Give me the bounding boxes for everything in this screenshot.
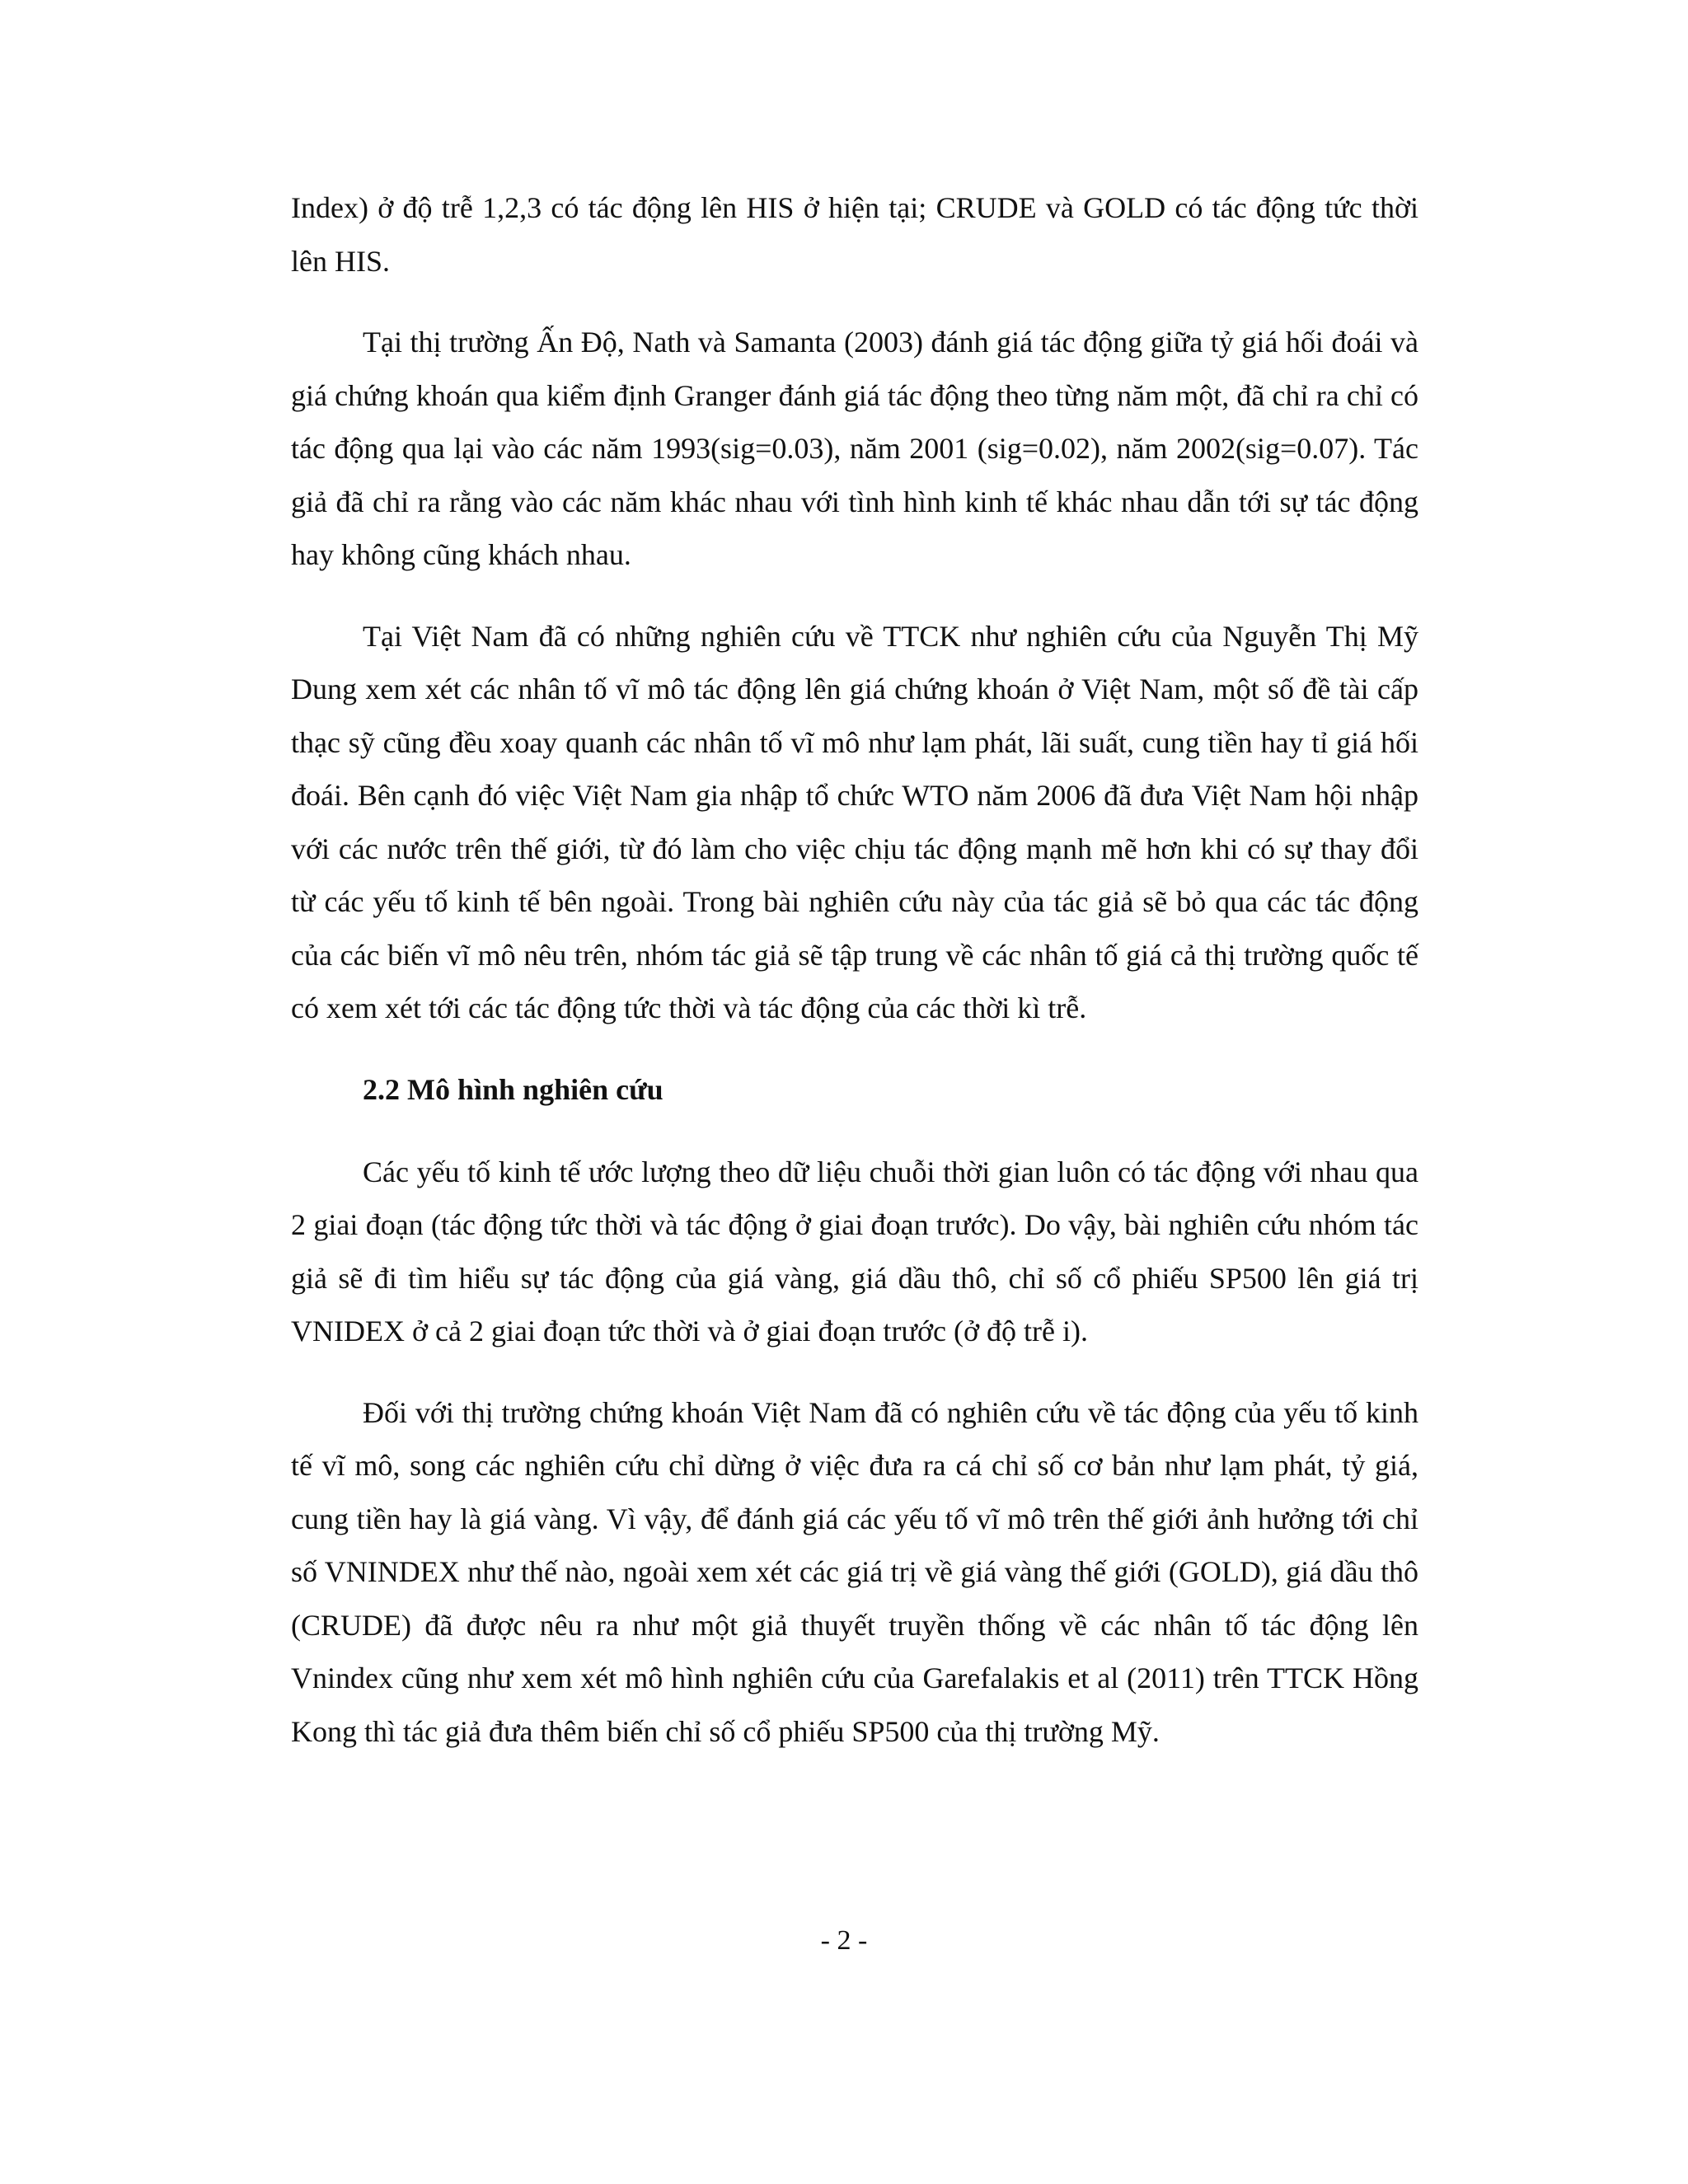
page-number: - 2 - xyxy=(820,1925,868,1956)
paragraph-3: Tại Việt Nam đã có những nghiên cứu về TTCK như nghiên cứu của Nguyễn Thị Mỹ Dung xem xét các nhân tố vĩ mô tác động lên giá chứng khoán ở Việt Nam, một số đề tài cấp thạc sỹ cũng đều xoay quanh các nhân tố vĩ mô như lạm phát, lãi suất, cung tiền hay tỉ giá hối đoái. Bên cạnh đó việc Việt Nam gia nhập tổ chức WTO năm 2006 đã đưa Việt Nam hội nhập với các nước trên thế giới, từ đó làm cho việc chịu tác động mạnh mẽ hơn khi có sự thay đổi từ các yếu tố kinh tế bên ngoài. Trong bài nghiên cứu này của tác giả sẽ bỏ qua các tác động của các biến vĩ mô nêu trên, nhóm tác giả sẽ tập trung về các nhân tố giá cả thị trường quốc tế có xem xét tới các tác động tức thời và tác động của các thời kì trễ. xyxy=(291,619,1418,1024)
paragraph-1: Index) ở độ trễ 1,2,3 có tác động lên HIS ở hiện tại; CRUDE và GOLD có tác động tức thời lên HIS. xyxy=(291,191,1418,278)
paragraph-2: Tại thị trường Ấn Độ, Nath và Samanta (2003) đánh giá tác động giữa tỷ giá hối đoái và giá chứng khoán qua kiểm định Granger đánh giá tác động theo từng năm một, đã chỉ ra chỉ có tác động qua lại vào các năm 1993(sig=0.03), năm 2001 (sig=0.02), năm 2002(sig=0.07). Tác giả đã chỉ ra rằng vào các năm khác nhau với tình hình kinh tế khác nhau dẫn tới sự tác động hay không cũng khách nhau. xyxy=(291,326,1418,571)
section-heading: 2.2 Mô hình nghiên cứu xyxy=(363,1072,663,1106)
paragraph-4: Các yếu tố kinh tế ước lượng theo dữ liệu chuỗi thời gian luôn có tác động với nhau qua 2 giai đoạn (tác động tức thời và tác động ở giai đoạn trước). Do vậy, bài nghiên cứu nhóm tác giả sẽ đi tìm hiểu sự tác động của giá vàng, giá dầu thô, chỉ số cổ phiếu SP500 lên giá trị VNIDEX ở cả 2 giai đoạn tức thời và ở giai đoạn trước (ở độ trễ i). xyxy=(291,1155,1418,1347)
paragraph-5: Đối với thị trường chứng khoán Việt Nam đã có nghiên cứu về tác động của yếu tố kinh tế vĩ mô, song các nghiên cứu chỉ dừng ở việc đưa ra cá chỉ số cơ bản như lạm phát, tỷ giá, cung tiền hay là giá vàng. Vì vậy, để đánh giá các yếu tố vĩ mô trên thế giới ảnh hưởng tới chỉ số VNINDEX như thế nào, ngoài xem xét các giá trị về giá vàng thế giới (GOLD), giá dầu thô (CRUDE) đã được nêu ra như một giả thuyết truyền thống về các nhân tố tác động lên Vnindex cũng như xem xét mô hình nghiên cứu của Garefalakis et al (2011) trên TTCK Hồng Kong thì tác giả đưa thêm biến chỉ số cổ phiếu SP500 của thị trường Mỹ. xyxy=(291,1395,1418,1748)
document-body xyxy=(291,181,1418,1786)
